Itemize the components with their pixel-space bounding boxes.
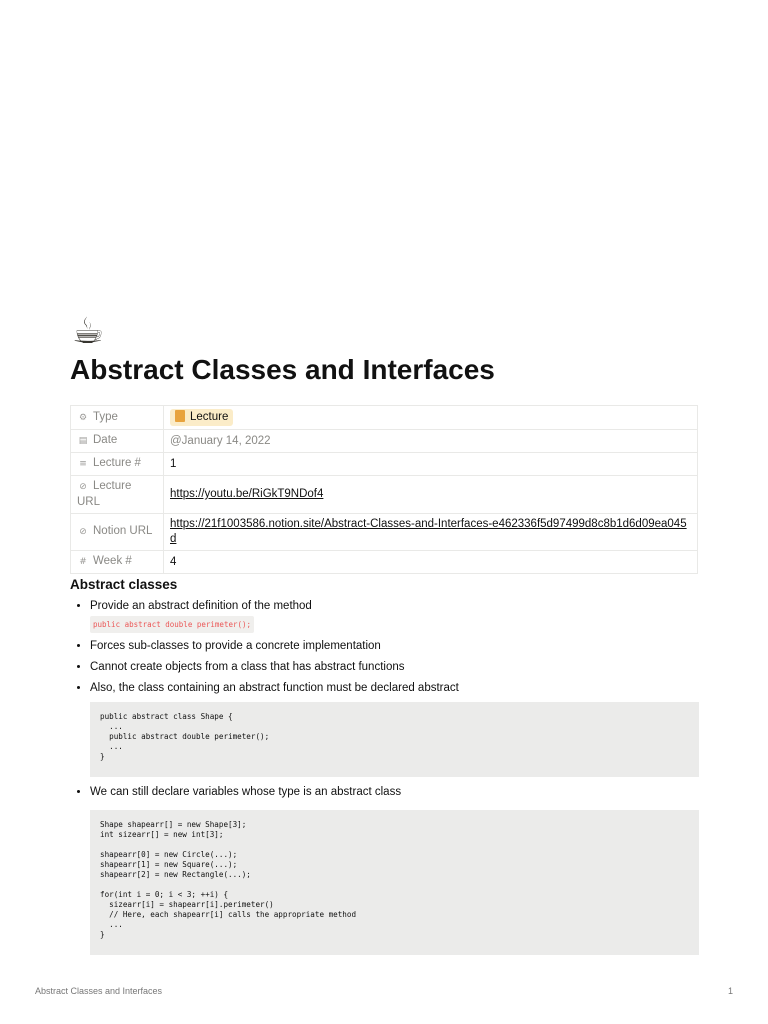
property-row-notion-url (71, 514, 698, 551)
bullet-list (70, 785, 718, 806)
property-key: ≡ Lecture # (71, 453, 164, 476)
calendar-icon: ▤ (78, 436, 88, 446)
date-value[interactable]: @January 14, 2022 (164, 430, 698, 453)
lecture-url-value (164, 476, 698, 514)
list-item: • Also, the class containing an abstract function must be declared abstract (90, 681, 718, 696)
list-item: • Forces sub-classes to provide a concrete implementation (90, 639, 718, 654)
page-emoji-icon: ☕ (72, 311, 105, 352)
footer-title: Abstract Classes and Interfaces (35, 986, 163, 996)
property-key: ⊘ Lecture URL (71, 476, 164, 514)
lecture-url-link[interactable]: https://youtu.be/RiGkT9NDof4 (170, 488, 324, 500)
type-tag[interactable]: Lecture (170, 409, 233, 426)
week-value[interactable]: 4 (164, 551, 698, 574)
properties-table (70, 405, 698, 574)
property-key: ⊘ Notion URL (71, 514, 164, 551)
notion-url-value (164, 514, 698, 551)
property-key: ⚙ Type (71, 406, 164, 430)
lecture-number-value[interactable]: 1 (164, 453, 698, 476)
inline-code: public abstract double perimeter(); (90, 616, 254, 633)
property-row-date (71, 430, 698, 453)
section-heading: Abstract classes (70, 577, 178, 592)
code-block[interactable]: public abstract class Shape { ... public abstract double perimeter(); ... } (90, 702, 699, 777)
notebook-icon (175, 410, 185, 422)
notion-url-link[interactable]: https://21f1003586.notion.site/Abstract-Classes-and-Interfaces-e462336f5d97499d8c8b1d6d09ea045d (170, 518, 687, 545)
list-item: • Provide an abstract definition of the method public abstract double perimeter(); (90, 599, 718, 633)
list-item: • We can still declare variables whose type is an abstract class (90, 785, 718, 800)
property-key: ▤ Date (71, 430, 164, 453)
gear-icon: ⚙ (78, 412, 88, 423)
property-row-lecture-number (71, 453, 698, 476)
list-item: • Cannot create objects from a class that has abstract functions (90, 660, 718, 675)
property-row-lecture-url (71, 476, 698, 514)
page-title: Abstract Classes and Interfaces (70, 354, 495, 385)
hash-icon: # (79, 557, 87, 567)
property-row-week (71, 551, 698, 574)
page-number: 1 (727, 986, 733, 996)
link-icon: ⊘ (79, 527, 87, 537)
property-row-type (71, 406, 698, 430)
text-icon: ≡ (79, 459, 87, 469)
property-key: # Week # (71, 551, 164, 574)
code-block[interactable]: Shape shapearr[] = new Shape[3]; int sizearr[] = new int[3]; shapearr[0] = new Circle(...); shapearr[1] = new Square(...); shapearr[2] = new Rectangle(...); for(int i = 0; i < 3; ++i) { sizearr[i] = shapearr[i].perimeter() // Here, each shapearr[i] calls the appropriate method ... } (90, 810, 699, 955)
property-value[interactable] (164, 406, 698, 430)
bullet-list (70, 599, 718, 702)
link-icon: ⊘ (79, 482, 87, 492)
